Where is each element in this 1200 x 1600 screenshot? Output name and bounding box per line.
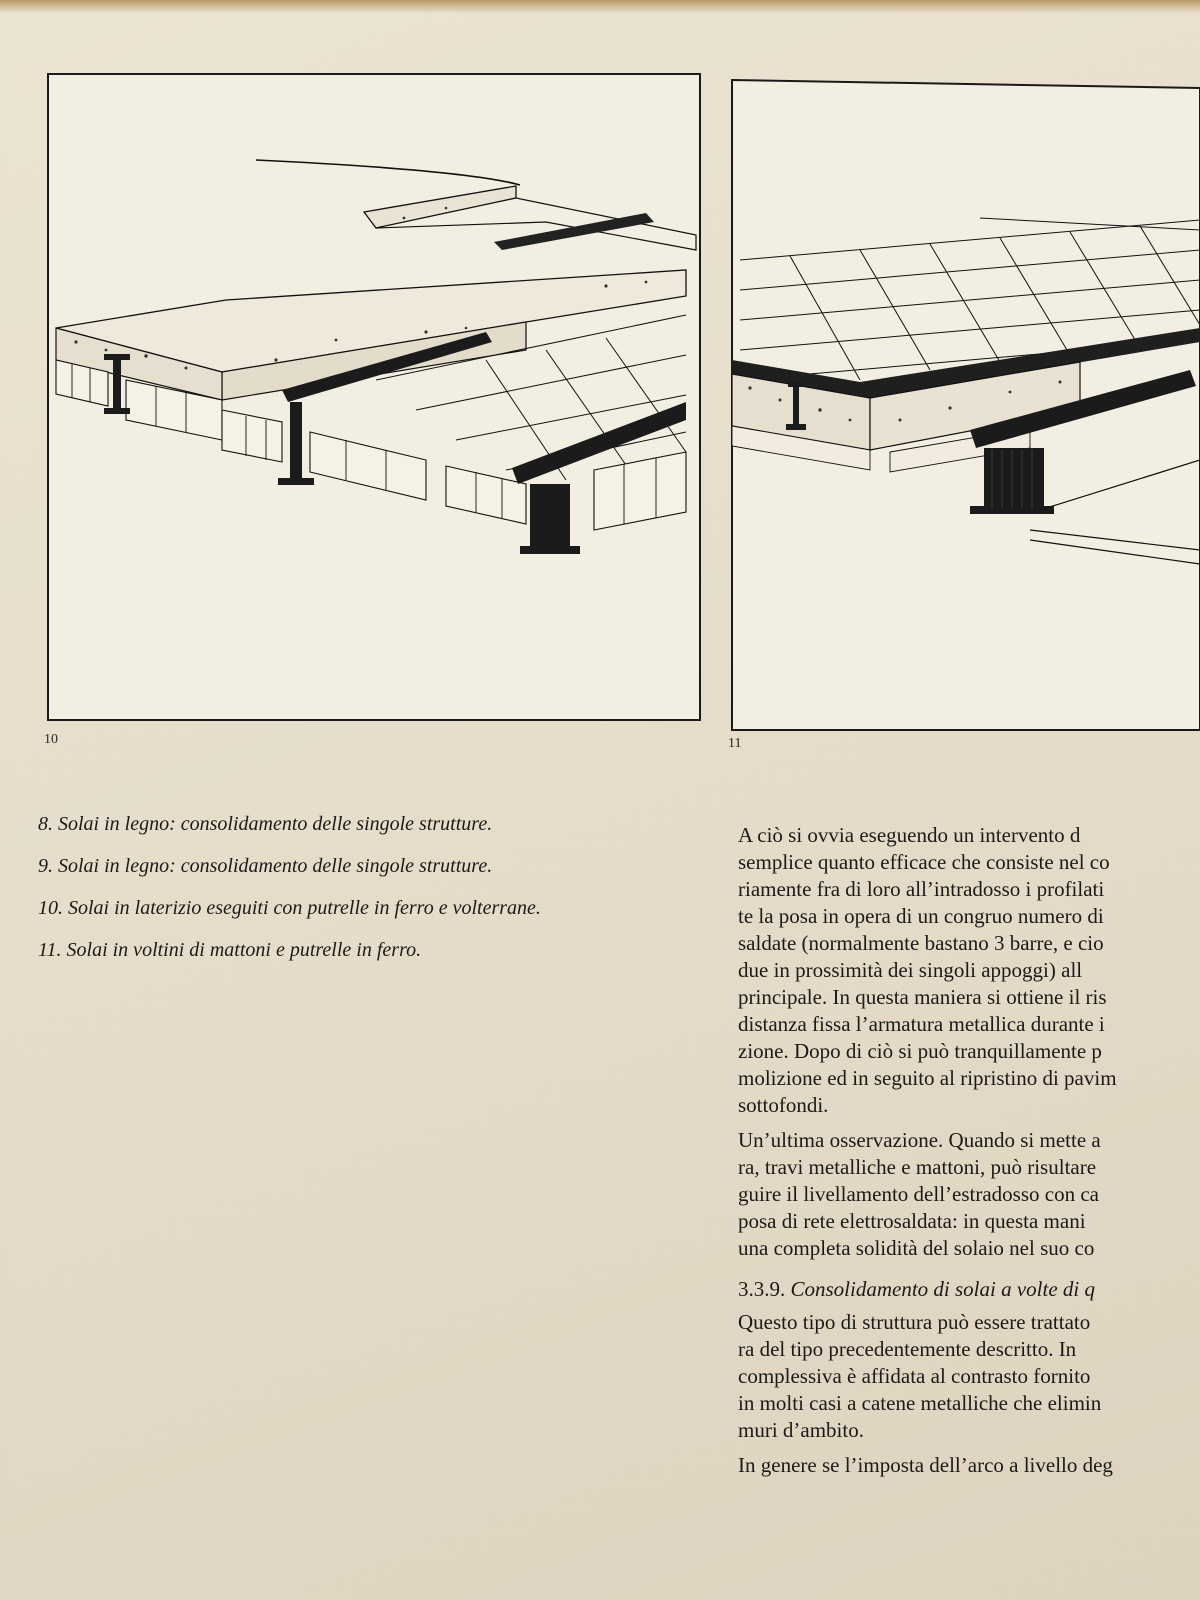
caption-8: 8. Solai in legno: consolidamento delle singole strutture.	[38, 813, 493, 835]
text-line: te la posa in opera di un congruo numero di	[738, 904, 1104, 928]
caption-9: 9. Solai in legno: consolidamento delle singole strutture.	[38, 855, 493, 877]
figure-captions	[38, 812, 678, 980]
text-line: molizione ed in seguito al ripristino di pavim	[738, 1066, 1117, 1090]
caption-11: 11. Solai in voltini di mattoni e putrelle in ferro.	[38, 939, 422, 961]
text-line: A ciò si ovvia eseguendo un intervento d	[738, 823, 1081, 847]
text-line: Questo tipo di struttura può essere trattato	[738, 1310, 1091, 1334]
caption-10: 10. Solai in laterizio eseguiti con putrelle in ferro e volterrane.	[38, 897, 541, 919]
text-line: semplice quanto efficace che consiste nel co	[738, 850, 1110, 874]
text-line: In genere se l’imposta dell’arco a livello deg	[738, 1453, 1113, 1477]
body-text-column	[738, 822, 1200, 1487]
text-line: zione. Dopo di ciò si può tranquillamente p	[738, 1039, 1102, 1063]
text-line: in molti casi a catene metalliche che elimin	[738, 1391, 1102, 1415]
figure-11	[730, 70, 1200, 740]
text-line: ra, travi metalliche e mattoni, può risultare	[738, 1155, 1097, 1179]
text-line: complessiva è affidata al contrasto fornito	[738, 1364, 1091, 1388]
figure-10	[46, 60, 706, 730]
section-heading	[738, 1276, 1200, 1303]
text-line: sottofondi.	[738, 1093, 829, 1117]
text-line: principale. In questa maniera si ottiene il ris	[738, 985, 1107, 1009]
page-edge	[0, 0, 1200, 14]
section-title: Consolidamento di solai a volte di q	[790, 1277, 1095, 1301]
text-line: ra del tipo precedentemente descritto. In	[738, 1337, 1077, 1361]
text-line: distanza fissa l’armatura metallica durante i	[738, 1012, 1105, 1036]
figure-10-illustration	[46, 60, 706, 730]
text-line: una completa solidità del solaio nel suo co	[738, 1236, 1095, 1260]
figure-11-number: 11	[728, 736, 742, 751]
text-line: riamente fra di loro all’intradosso i profilati	[738, 877, 1105, 901]
figure-10-number: 10	[44, 732, 58, 747]
text-line: Un’ultima osservazione. Quando si mette a	[738, 1128, 1101, 1152]
paragraph-4	[738, 1452, 1200, 1479]
text-line: saldate (normalmente bastano 3 barre, e cio	[738, 931, 1104, 955]
figure-11-illustration	[730, 70, 1200, 740]
text-line: due in prossimità dei singoli appoggi) all	[738, 958, 1083, 982]
paragraph-1	[738, 822, 1200, 1119]
text-line: posa di rete elettrosaldata: in questa mani	[738, 1209, 1086, 1233]
paragraph-3	[738, 1309, 1200, 1444]
section-number: 3.3.9.	[738, 1277, 786, 1301]
text-line: muri d’ambito.	[738, 1418, 864, 1442]
text-line: guire il livellamento dell’estradosso con ca	[738, 1182, 1099, 1206]
paragraph-2	[738, 1127, 1200, 1262]
